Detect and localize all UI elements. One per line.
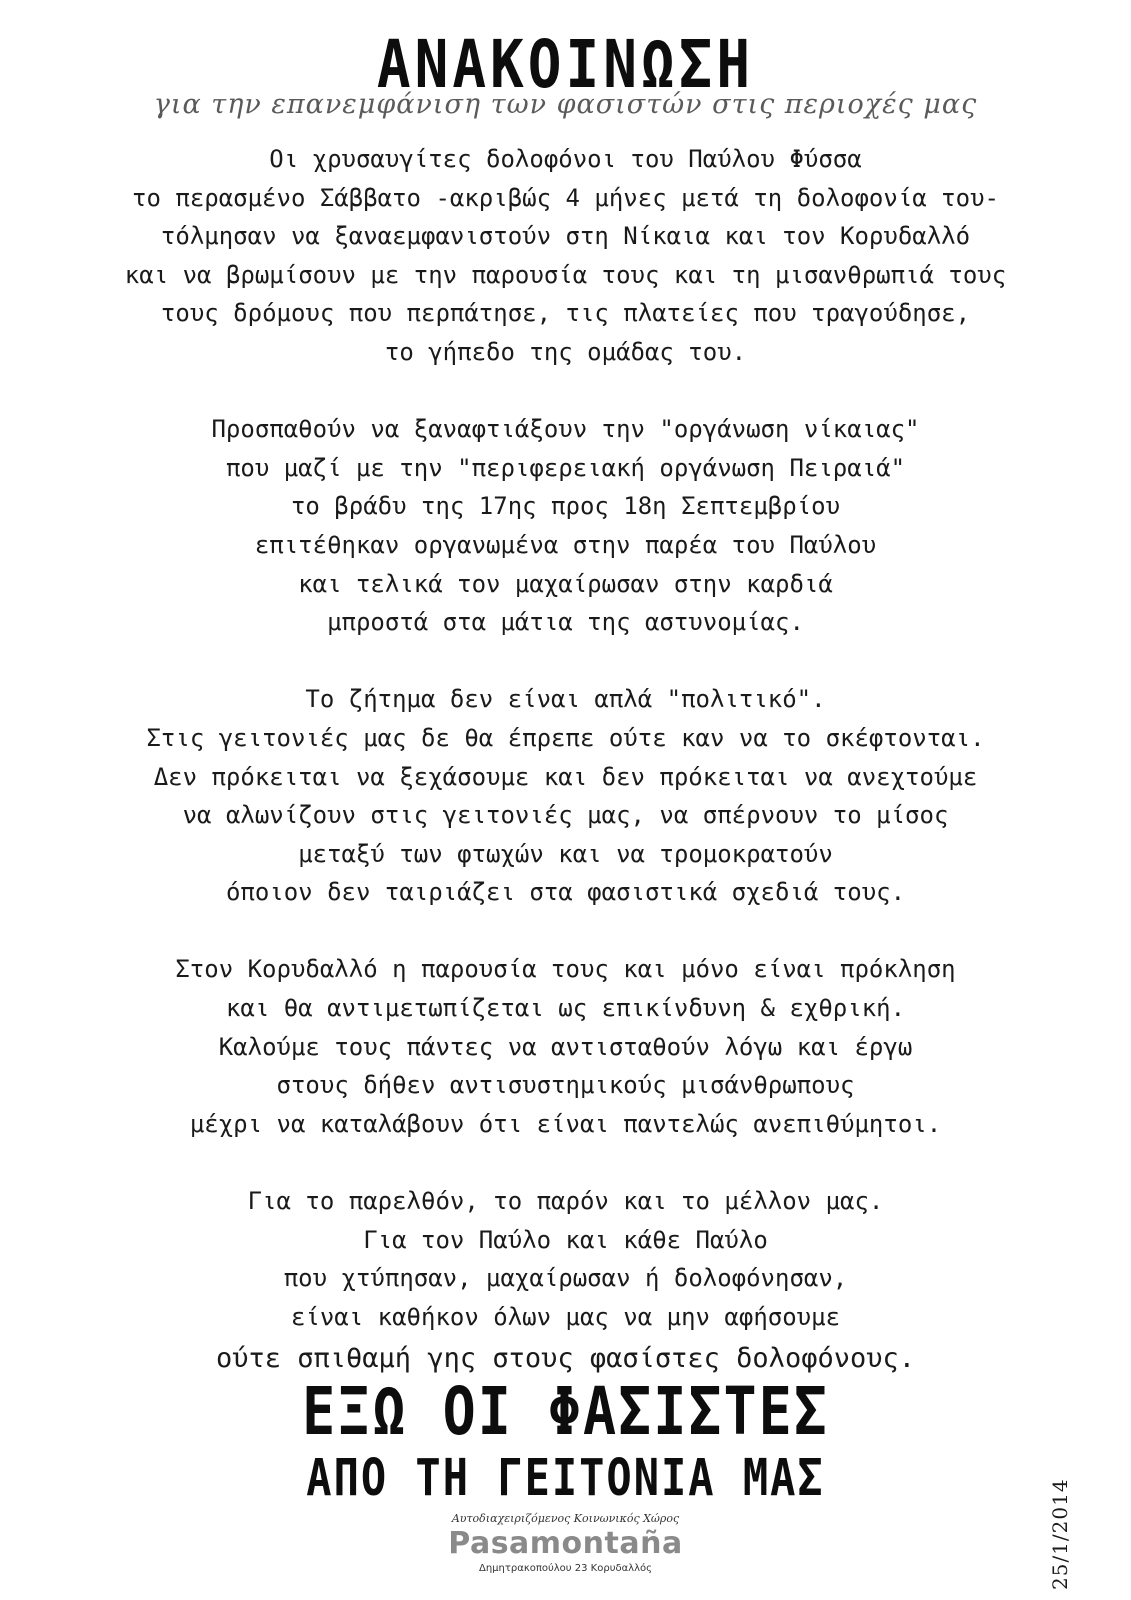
- footer-logo-block: [0, 1512, 1131, 1576]
- paragraph-3: [0, 680, 1131, 912]
- text-line: Δεν πρόκειται να ξεχάσουμε και δεν πρόκειται να ανεχτούμε: [153, 762, 978, 791]
- text-line: και τελικά τον μαχαίρωσαν στην καρδιά: [298, 569, 833, 598]
- text-line: και να βρωμίσουν με την παρουσία τους και τη μισανθρωπιά τους: [124, 260, 1007, 289]
- paragraph-4: [0, 950, 1131, 1143]
- paragraph-gap: [0, 642, 1131, 681]
- text-line: Προσπαθούν να ξαναφτιάξουν την "οργάνωση νίκαιας": [211, 415, 920, 444]
- paragraph-gap: [0, 1143, 1131, 1182]
- text-line: Καλούμε τους πάντες να αντισταθούν λόγω και έργω: [218, 1032, 913, 1061]
- text-line: όποιον δεν ταιριάζει στα φασιστικά σχεδιά τους.: [225, 878, 906, 907]
- text-line: μεταξύ των φτωχών και να τρομοκρατούν: [298, 839, 833, 868]
- text-line: Οι χρυσαυγίτες δολοφόνοι του Παύλου Φύσσα: [269, 145, 862, 173]
- text-line: να αλωνίζουν στις γειτονιές μας, να σπέρνουν το μίσος: [182, 801, 949, 830]
- text-line: το βράδυ της 17ης προς 18η Σεπτεμβρίου: [290, 492, 841, 521]
- text-line: τους δρόμους που περπάτησε, τις πλατείες που τραγούδησε,: [160, 299, 971, 328]
- paragraph-gap: [0, 372, 1131, 411]
- text-line: είναι καθήκον όλων μας να μην αφήσουμε: [290, 1302, 841, 1331]
- text-line: Το ζήτημα δεν είναι απλά "πολιτικό".: [305, 685, 826, 714]
- slogan-line-2: ΑΠΟ ΤΗ ΓΕΙΤΟΝΙΑ ΜΑΣ: [306, 1448, 825, 1507]
- footer-address: Δημητρακοπούλου 23 Κορυδαλλός: [478, 1563, 653, 1574]
- paragraph-2: [0, 410, 1131, 642]
- text-line: στους δήθεν αντισυστημικούς μισάνθρωπους: [276, 1071, 855, 1100]
- text-line: το περασμένο Σάββατο -ακριβώς 4 μήνες μετά τη δολοφονία του-: [132, 183, 999, 212]
- page-title: ΑΝΑΚΟΙΝΩΣΗ: [376, 26, 755, 104]
- slogan-line-1: ΕΞΩ ΟΙ ΦΑΣΙΣΤΕΣ: [302, 1372, 829, 1450]
- text-line: που μαζί με την "περιφερειακή οργάνωση Πειραιά": [225, 453, 906, 482]
- text-line: μπροστά στα μάτια της αστυνομίας.: [327, 608, 804, 637]
- paragraph-gap: [0, 912, 1131, 951]
- text-line: ούτε σπιθαμή γης στους φασίστες δολοφόνους.: [216, 1343, 915, 1375]
- text-line: τόλμησαν να ξαναεμφανιστούν στη Νίκαια και τον Κορυδαλλό: [160, 222, 971, 251]
- text-line: και θα αντιμετωπίζεται ως επικίνδυνη & εχθρική.: [225, 994, 906, 1023]
- text-line: Στον Κορυδαλλό η παρουσία τους και μόνο είναι πρόκληση: [175, 955, 956, 984]
- paragraph-5: [0, 1182, 1131, 1381]
- date-stamp: 25/1/2014: [1048, 1478, 1072, 1590]
- text-line: επιτέθηκαν οργανωμένα στην παρέα του Παύλου: [254, 530, 877, 559]
- text-line: μέχρι να καταλάβουν ότι είναι παντελώς ανεπιθύμητοι.: [189, 1109, 942, 1138]
- page-subtitle: για την επανεμφάνιση των φασιστών στις περιοχές μας: [153, 89, 978, 120]
- footer-tagline: Αυτοδιαχειριζόμενος Κοινωνικός Χώρος: [451, 1512, 680, 1525]
- paragraph-1: [0, 140, 1131, 372]
- text-line: που χτύπησαν, μαχαίρωσαν ή δολοφόνησαν,: [283, 1264, 848, 1293]
- text-line: Για το παρελθόν, το παρόν και το μέλλον μας.: [247, 1187, 884, 1216]
- text-line: το γήπεδο της ομάδας του.: [384, 337, 747, 366]
- announcement-body: [0, 140, 1131, 1381]
- text-line: Στις γειτονιές μας δε θα έπρεπε ούτε καν να το σκέφτονται.: [146, 723, 985, 752]
- pasamontana-logo: Pasamontaña: [448, 1526, 683, 1561]
- text-line: Για τον Παύλο και κάθε Παύλο: [363, 1225, 768, 1254]
